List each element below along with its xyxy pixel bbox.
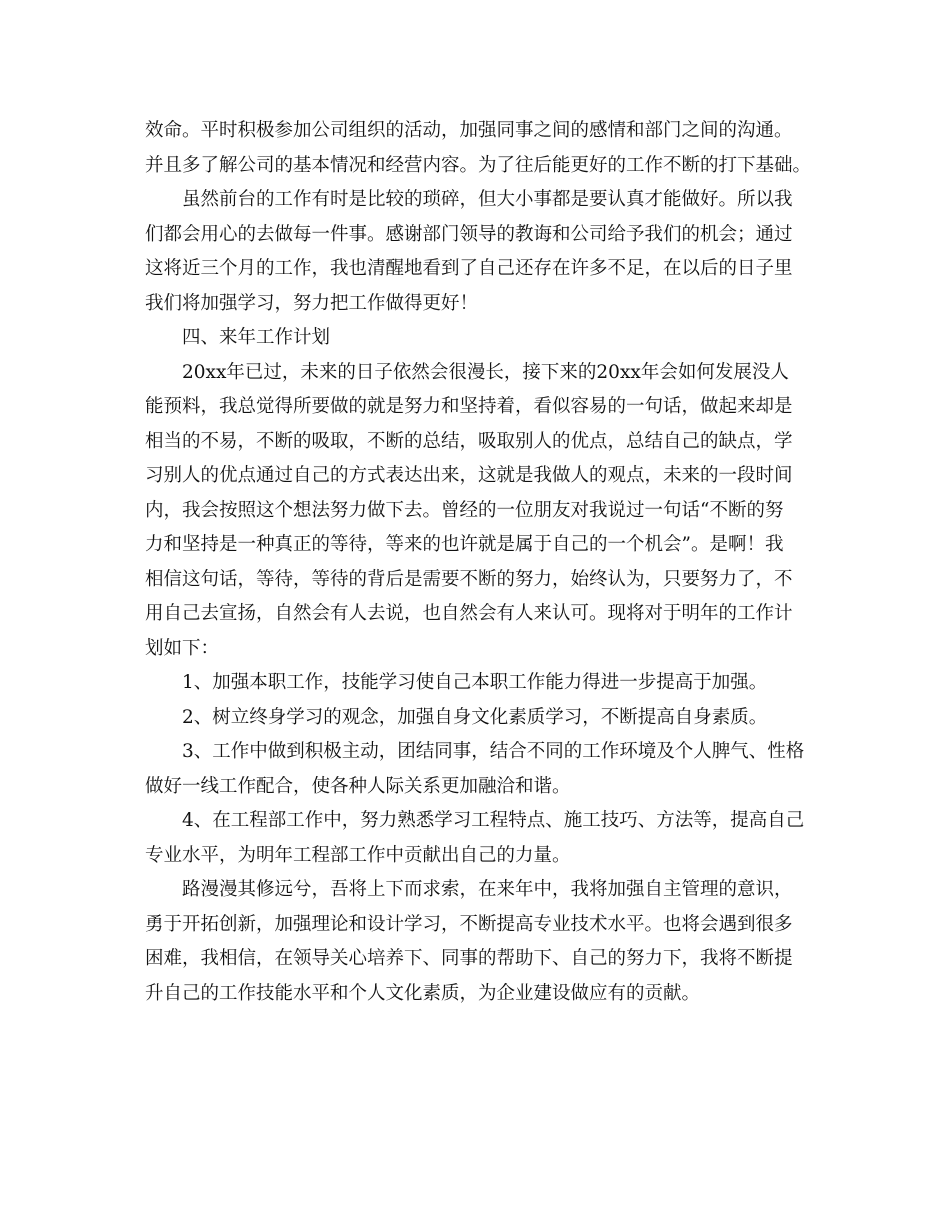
text-line: 划如下： bbox=[145, 637, 220, 659]
text-line: 并且多了解公司的基本情况和经营内容。为了往后能更好的工作不断的打下基础。 bbox=[145, 154, 812, 176]
document-body bbox=[145, 114, 825, 1011]
text-line: 能预料，我总觉得所要做的就是努力和坚持着，看似容易的一句话，做起来却是 bbox=[145, 396, 793, 417]
text-line: 力和坚持是一种真正的等待，等来的也许就是属于自己的一个机会”。是啊！我 bbox=[145, 534, 784, 555]
text-line: 路漫漫其修远兮，吾将上下而求索，在来年中，我将加强自主管理的意识， bbox=[182, 879, 793, 900]
text-line: 1、加强本职工作，技能学习使自己本职工作能力得进一步提高于加强。 bbox=[182, 672, 768, 693]
text-line: 做好一线工作配合，使各种人际关系更加融洽和谐。 bbox=[145, 775, 571, 797]
text-line: 效命。平时积极参加公司组织的活动，加强同事之间的感情和部门之间的沟通。 bbox=[145, 120, 793, 141]
text-line: 我们将加强学习，努力把工作做得更好！ bbox=[145, 292, 479, 314]
text-line: 相当的不易，不断的吸取，不断的总结，吸取别人的优点，总结自己的缺点，学 bbox=[145, 430, 793, 452]
text-line: 2、树立终身学习的观念，加强自身文化素质学习，不断提高自身素质。 bbox=[182, 706, 768, 728]
text-line: 专业水平，为明年工程部工作中贡献出自己的力量。 bbox=[145, 844, 571, 866]
text-line: 困难，我相信，在领导关心培养下、同事的帮助下、自己的努力下，我将不断提 bbox=[145, 948, 793, 969]
text-line: 勇于开拓创新，加强理论和设计学习，不断提高专业技术水平。也将会遇到很多 bbox=[145, 913, 793, 935]
text-line: 习别人的优点通过自己的方式表达出来，这就是我做人的观点，未来的一段时间 bbox=[145, 465, 793, 486]
text-line: 用自己去宣扬，自然会有人去说，也自然会有人来认可。现将对于明年的工作计 bbox=[145, 603, 793, 624]
text-line: 相信这句话，等待，等待的背后是需要不断的努力，始终认为，只要努力了，不 bbox=[145, 568, 793, 590]
text-line: 3、工作中做到积极主动，团结同事，结合不同的工作环境及个人脾气、性格 bbox=[182, 741, 805, 762]
text-line: 升自己的工作技能水平和个人文化素质，为企业建设做应有的贡献。 bbox=[145, 982, 701, 1004]
text-line: 四、来年工作计划 bbox=[182, 327, 331, 348]
text-line: 虽然前台的工作有时是比较的琐碎，但大小事都是要认真才能做好。所以我 bbox=[182, 189, 793, 210]
text-line: 4、在工程部工作中，努力熟悉学习工程特点、施工技巧、方法等，提高自己 bbox=[182, 810, 805, 831]
text-line: 们都会用心的去做每一件事。感谢部门领导的教诲和公司给予我们的机会；通过 bbox=[145, 223, 793, 245]
text-line: 内，我会按照这个想法努力做下去。曾经的一位朋友对我说过一句话“不断的努 bbox=[145, 499, 784, 521]
text-line: 20xx年已过，未来的日子依然会很漫长，接下来的20xx年会如何发展没人 bbox=[182, 361, 789, 383]
text-line: 这将近三个月的工作，我也清醒地看到了自己还存在许多不足，在以后的日子里 bbox=[145, 258, 793, 279]
